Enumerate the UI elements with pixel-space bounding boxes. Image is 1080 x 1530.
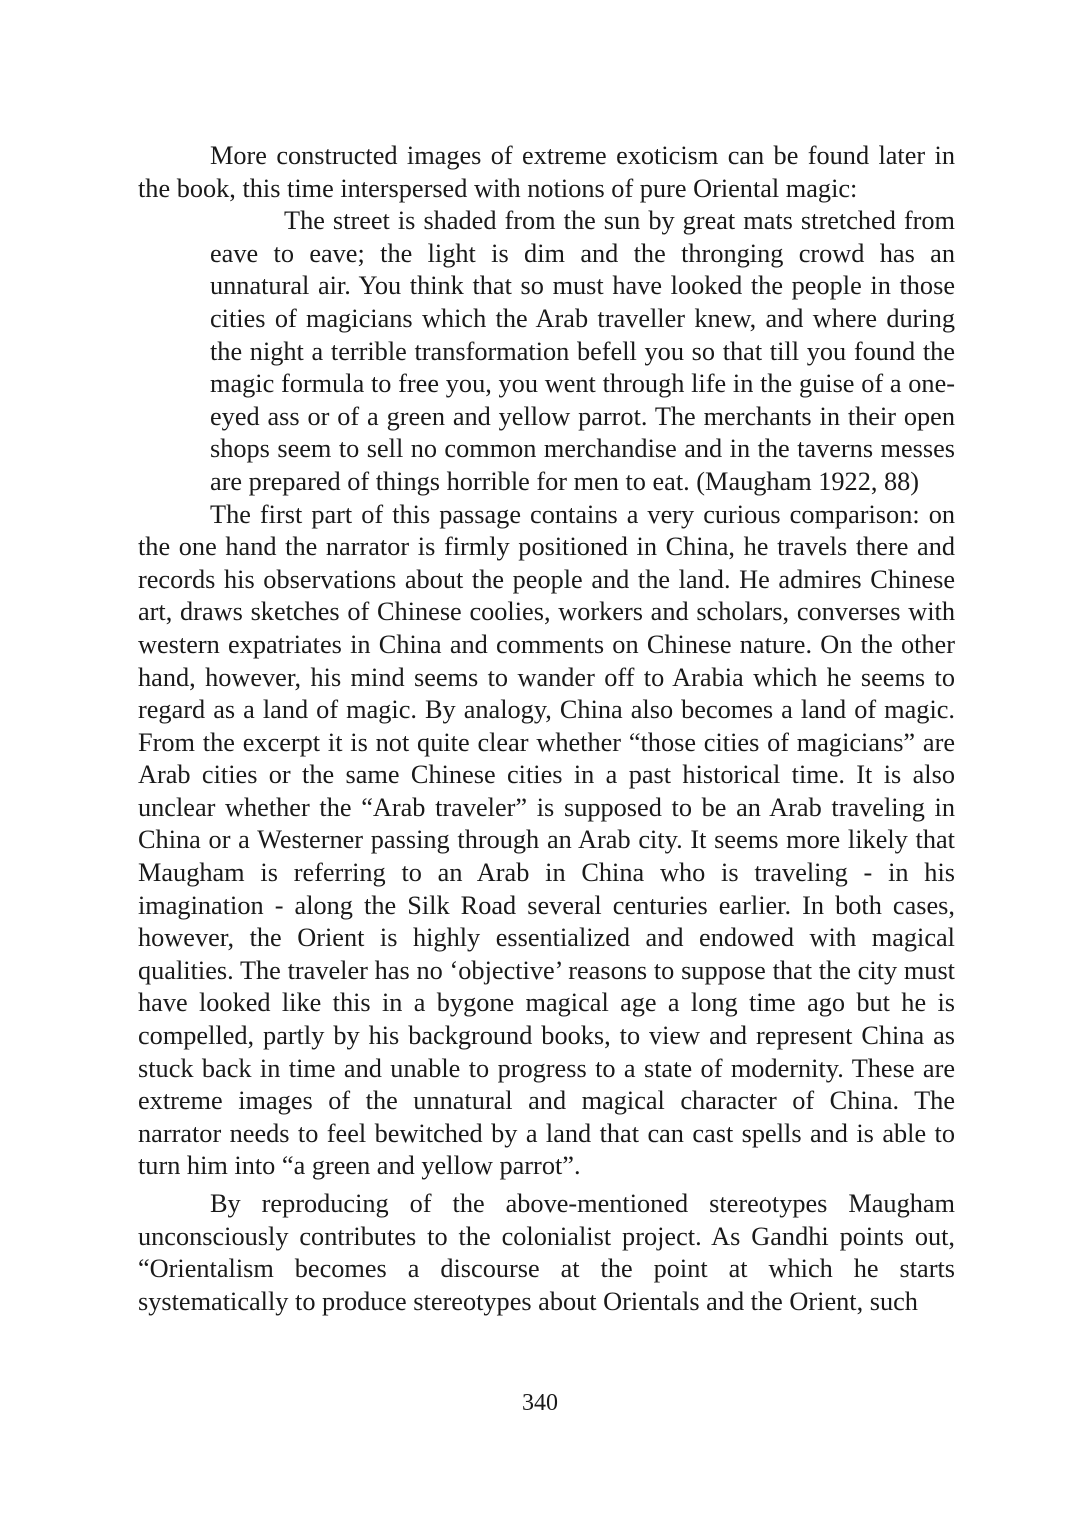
page-number: 340 [522,1390,558,1416]
paragraph-colonialist: By reproducing of the above-mentioned stereotypes Maugham unconsciously contributes to the colonialist project. As Gandhi points out, “Orientalism becomes a discourse at the point at which he starts systematically to produce stereotypes about Orientals and the Orient, such [138,1189,955,1316]
body-text [138,140,955,1318]
paragraph-intro: More constructed images of extreme exoticism can be found later in the book, this time interspersed with notions of pure Oriental magic: [138,141,955,203]
block-quote-maugham: The street is shaded from the sun by great mats stretched from eave to eave; the light is dim and the thronging crowd has an unnatural air. You think that so must have looked the people in those cities of magicians which the Arab traveller knew, and where during the night a terrible transformation befell you so that till you found the magic formula to free you, you went through life in the guise of a one-eyed ass or of a green and yellow parrot. The merchants in their open shops seem to sell no common merchandise and in the taverns messes are prepared of things horrible for men to eat. (Maugham 1922, 88) [210,206,955,496]
paragraph-analysis: The first part of this passage contains a very curious comparison: on the one hand the narrator is firmly positioned in China, he travels there and records his observations about the people and the land. He admires Chinese art, draws sketches of Chinese coolies, workers and scholars, converses with western expatriates in China and comments on Chinese nature. On the other hand, however, his mind seems to wander off to Arabia which he seems to regard as a land of magic. By analogy, China also becomes a land of magic. From the excerpt it is not quite clear whether “those cities of magicians” are Arab cities or the same Chinese cities in a past historical time. It is also unclear whether the “Arab traveler” is supposed to be an Arab traveling in China or a Westerner passing through an Arab city. It seems more likely that Maugham is referring to an Arab in China who is traveling - in his imagination - along the Silk Road several centuries earlier. In both cases, however, the Orient is highly essentialized and endowed with magical qualities. The traveler has no ‘objective’ reasons to suppose that the city must have looked like this in a bygone magical age a long time ago but he is compelled, partly by his background books, to view and represent China as stuck back in time and unable to progress to a state of modernity. These are extreme images of the unnatural and magical character of China. The narrator needs to feel bewitched by a land that can cast spells and is able to turn him into “a green and yellow parrot”. [138,499,955,1181]
